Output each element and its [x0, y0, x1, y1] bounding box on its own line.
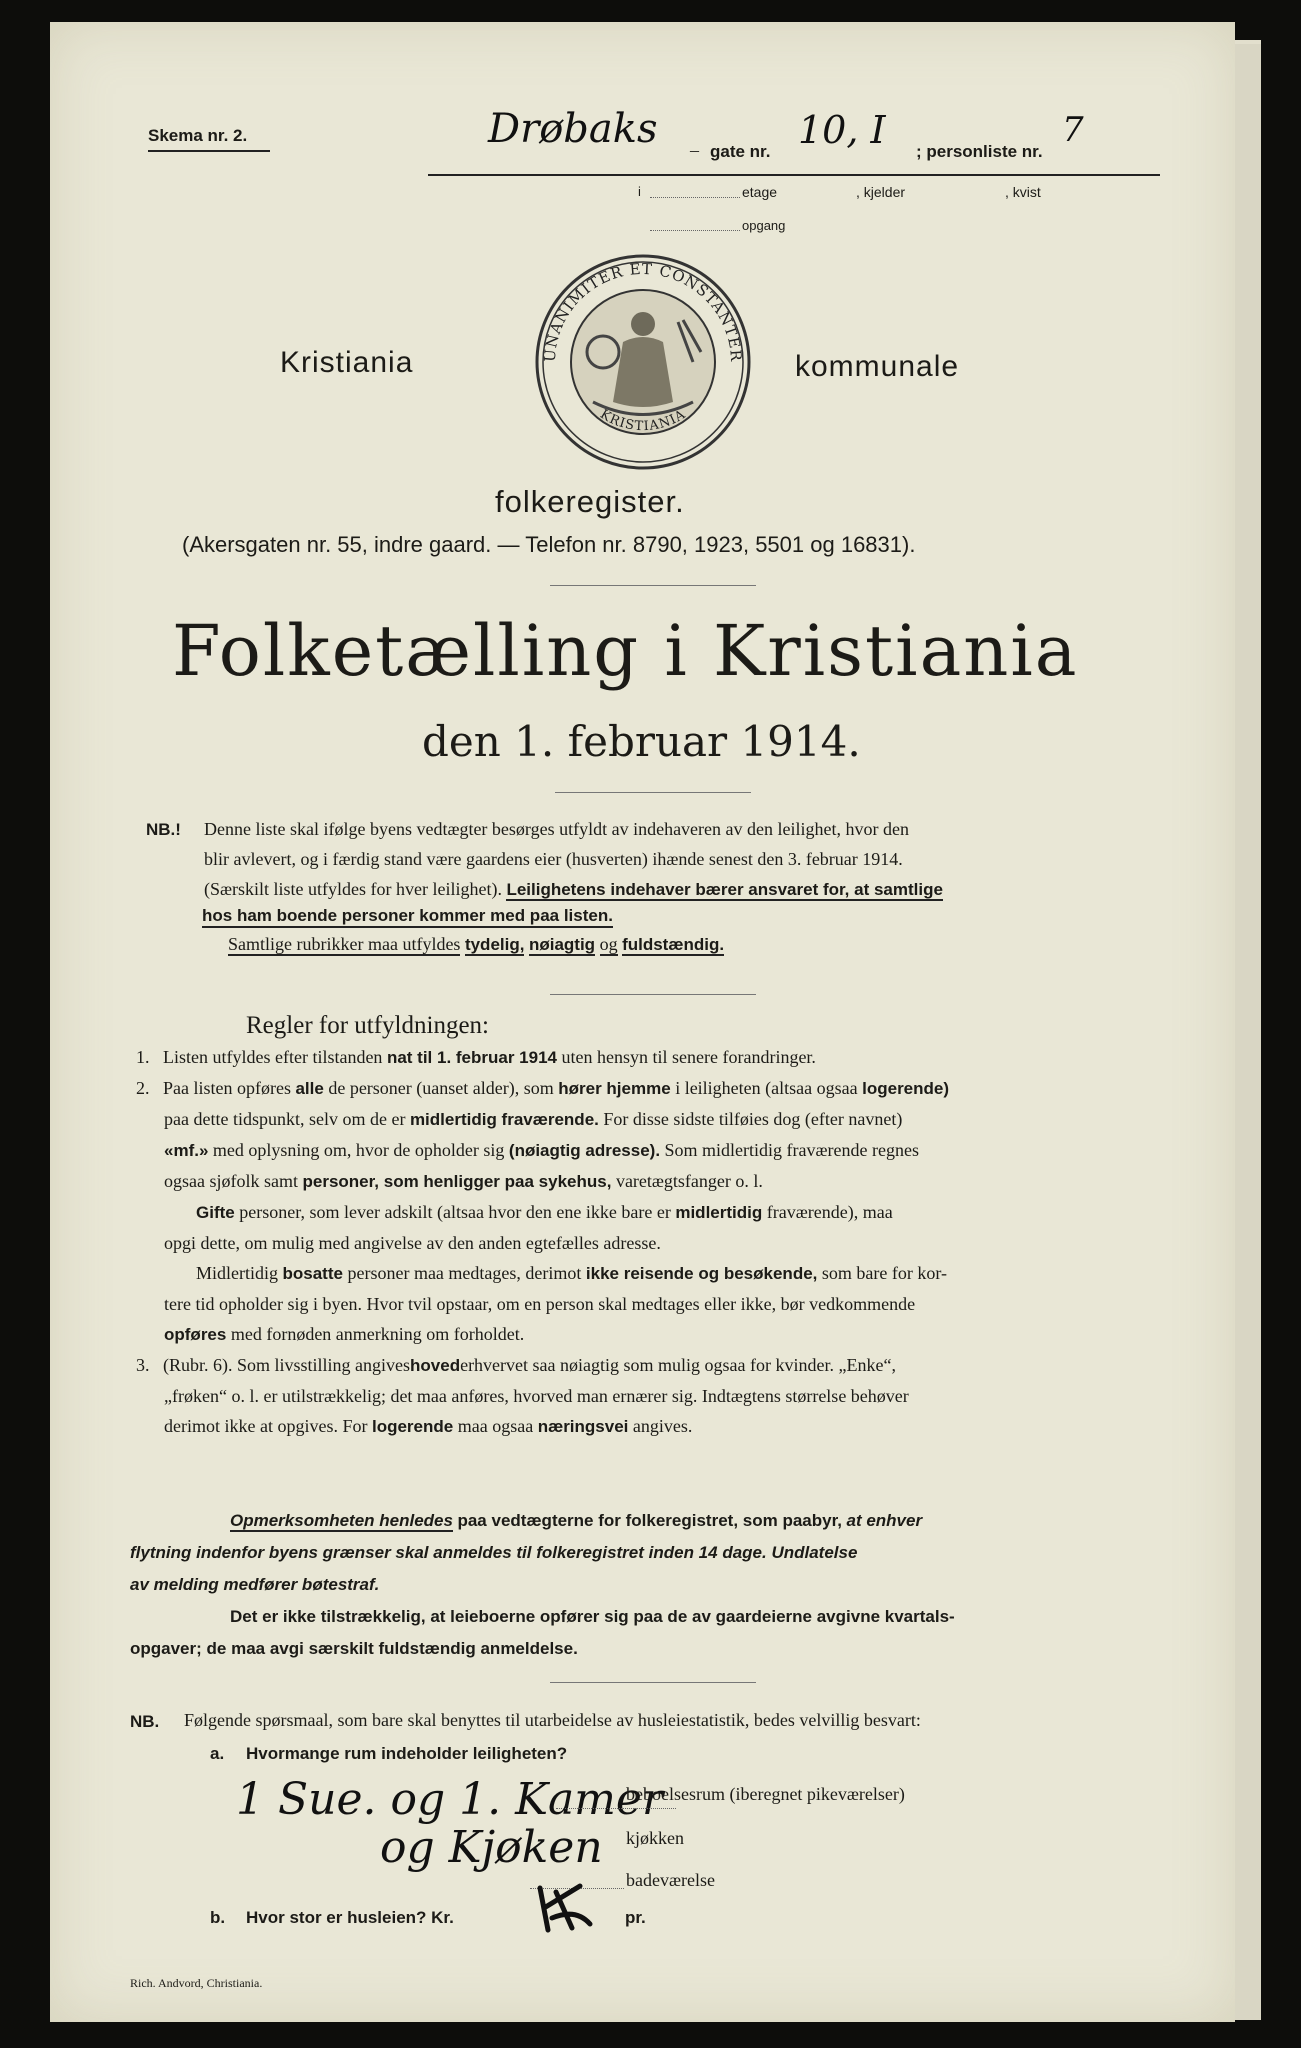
date-title: den 1. februar 1914.: [422, 717, 861, 766]
printer-footer: Rich. Andvord, Christiania.: [130, 1976, 263, 1990]
rule-emphasis: logerende: [371, 1417, 454, 1436]
rule-text: som bare for kor-: [821, 1263, 947, 1283]
qb-label: b.: [210, 1908, 226, 1927]
rule-emphasis: midlertidig: [675, 1203, 763, 1222]
option-beboelsesrum: beboelsesrum (iberegnet pikeværelser): [626, 1784, 905, 1804]
rule-line: [136, 1258, 1156, 1289]
answer-dots: [556, 1808, 676, 1809]
rule-emphasis: Gifte: [196, 1203, 235, 1222]
skema-label: Skema nr. 2.: [148, 126, 248, 145]
rule-text: uten hensyn til senere forandringer.: [561, 1047, 816, 1067]
rule-number: 2.: [136, 1078, 150, 1098]
kjelder-label: , kjelder: [856, 184, 906, 200]
rule-emphasis: «mf.»: [164, 1141, 209, 1160]
rule-item: [136, 1073, 1156, 1104]
rule-line: [136, 1197, 1156, 1228]
rule-text: erhvervet saa nøiagtig som mulig ogsaa for kvinder. „Enke“,: [460, 1355, 896, 1375]
address-baseline: [428, 174, 1160, 176]
notice-block: [130, 1504, 1150, 1665]
rule-emphasis: bosatte: [282, 1264, 343, 1283]
notice-line: [130, 1504, 1150, 1537]
rule-line: „frøken“ o. l. er utilstrækkelig; det maa anføres, hvorved man ernærer sig. Indtægtens størrelse behøver: [164, 1386, 909, 1406]
rule-line: [136, 1135, 1156, 1166]
rule-text: fraværende), maa: [766, 1202, 893, 1222]
folkeregister-word: folkeregister.: [495, 484, 685, 519]
nb1-text: (Særskilt liste utfyldes for hver leilighet).: [204, 879, 502, 899]
rule-item: [136, 1350, 1156, 1381]
etage-prefix: i: [638, 184, 641, 199]
rule-text: med fornøden anmerkning om forholdet.: [230, 1324, 525, 1344]
rule-text: derimot ikke at opgives. For: [164, 1416, 368, 1436]
rule-text: personer, som lever adskilt (altsaa hvor den ene ikke bare er: [239, 1202, 671, 1222]
divider: [550, 1682, 756, 1683]
notice-text: paa vedtægterne for folkeregistret, som paabyr,: [457, 1511, 842, 1530]
divider: [550, 994, 756, 995]
rule-emphasis: midlertidig fraværende.: [409, 1110, 599, 1129]
rules-list: [136, 1042, 1156, 1442]
notice-emphasis: at enhver: [846, 1511, 923, 1530]
kommunale-word: kommunale: [795, 350, 960, 383]
qa-label: a.: [210, 1744, 225, 1763]
nb1-label: NB.!: [146, 820, 181, 839]
rule-item: [136, 1042, 1156, 1073]
nb1-emphasis: tydelig,: [464, 935, 525, 954]
dash: –: [690, 140, 699, 160]
rule-text: i leiligheten (altsaa ogsaa: [675, 1078, 858, 1098]
etage-label: etage: [742, 184, 778, 200]
rule-emphasis: hører hjemme: [558, 1079, 671, 1098]
rule-emphasis: logerende): [862, 1079, 950, 1098]
street-handwritten: Drøbaks: [488, 106, 658, 152]
rule-text: Listen utfyldes efter tilstanden: [163, 1047, 383, 1067]
rule-text: varetægtsfanger o. l.: [615, 1171, 763, 1191]
rule-text: med oplysning om, hvor de opholder sig: [212, 1140, 505, 1160]
rule-line: [136, 1319, 1156, 1350]
answer-handwritten-kitchen: og Kjøken: [380, 1822, 603, 1873]
rule-text: paa dette tidspunkt, selv om de er: [164, 1109, 406, 1129]
rule-line: opgi dette, om mulig med angivelse av den anden egtefælles adresse.: [164, 1233, 661, 1253]
qb-text: Hvor stor er husleien? Kr.: [246, 1908, 454, 1927]
personliste-label: ; personliste nr.: [916, 142, 1043, 161]
nb1-paragraph: [204, 814, 1154, 905]
seal-ring-text: UNANIMITER ET CONSTANTER: [540, 259, 746, 363]
opgang-dots: [650, 230, 740, 231]
etage-dots: [650, 197, 740, 198]
rule-text: maa ogsaa: [457, 1416, 534, 1436]
rules-heading: Regler for utfyldningen:: [246, 1012, 489, 1039]
main-title: Folketælling i Kristiania: [172, 610, 1079, 692]
option-badevaerelse: badeværelse: [626, 1870, 715, 1890]
divider: [550, 585, 756, 586]
nb1-line: blir avlevert, og i færdig stand være gaardens eier (husverten) ihænde senest den 3. februar 1914.: [204, 849, 903, 869]
rule-text: de personer (uanset alder), som: [328, 1078, 554, 1098]
qb-per: pr.: [625, 1908, 646, 1927]
rule-text: Som midlertidig fraværende regnes: [664, 1140, 919, 1160]
rule-number: 1.: [136, 1047, 150, 1067]
nb1-emphasis: fuldstændig.: [622, 935, 725, 954]
rent-scribble-icon: [530, 1878, 600, 1938]
nb1-emphasis: hos ham boende personer kommer med paa listen.: [202, 906, 613, 928]
gate-nr-handwritten: 10, I: [798, 108, 886, 152]
rule-emphasis: personer, som henligger paa sykehus,: [302, 1172, 612, 1191]
rule-emphasis: næringsvei: [537, 1417, 629, 1436]
address-line: (Akersgaten nr. 55, indre gaard. — Telefon nr. 8790, 1923, 5501 og 16831).: [182, 532, 916, 557]
notice-emphasis: Opmerksomheten henledes: [230, 1511, 453, 1530]
nb1-line: Denne liste skal ifølge byens vedtægter besørges utfyldt av indehaveren av den leilighet, hvor den: [204, 819, 909, 839]
rule-text: Midlertidig: [196, 1263, 278, 1283]
nb1-line: [204, 874, 1154, 905]
qa-text: Hvormange rum indeholder leiligheten?: [246, 1744, 568, 1763]
skema-underline: [148, 150, 270, 152]
nb2-line: Følgende spørsmaal, som bare skal benyttes til utarbeidelse av husleiestatistik, bedes velvillig besvart:: [184, 1710, 921, 1730]
nb1-text: Samtlige rubrikker maa utfyldes: [228, 934, 461, 954]
rule-text: For disse sidste tilføies dog (efter navnet): [603, 1109, 903, 1129]
kristiania-seal-icon: [533, 252, 753, 472]
rule-text: (Rubr. 6). Som livsstilling angives: [163, 1355, 411, 1375]
opgang-label: opgang: [742, 218, 786, 233]
nb1-line: [228, 934, 724, 955]
answer-handwritten-rooms: 1 Sue. og 1. Kamer: [236, 1774, 663, 1825]
rule-text: ogsaa sjøfolk samt: [164, 1171, 298, 1191]
rule-emphasis: alle: [295, 1079, 324, 1098]
rule-emphasis: ikke reisende og besøkende,: [585, 1264, 818, 1283]
divider: [555, 792, 751, 793]
rule-line: tere tid opholder sig i byen. Hvor tvil opstaar, om en person skal medtages eller ikke, bør vedkommende: [164, 1294, 916, 1314]
option-kjokken: kjøkken: [626, 1828, 684, 1848]
nb1-text: og: [599, 934, 618, 954]
notice-line: av melding medfører bøtestraf.: [130, 1575, 380, 1594]
rule-text: personer maa medtages, derimot: [347, 1263, 582, 1283]
nb1-emphasis: Leilighetens indehaver bærer ansvaret for, at samtlige: [506, 880, 943, 899]
kristiania-word: Kristiania: [280, 346, 414, 379]
rule-line: [136, 1166, 1156, 1197]
gate-nr-label: gate nr.: [710, 142, 771, 161]
notice-line: opgaver; de maa avgi særskilt fuldstændig anmeldelse.: [130, 1639, 578, 1658]
notice-line: Det er ikke tilstrækkelig, at leieboerne opfører sig paa de av gaardeierne avgivne kvartals-: [230, 1607, 955, 1626]
rule-emphasis: (nøiagtig adresse).: [508, 1141, 661, 1160]
rule-line: [136, 1411, 1156, 1442]
census-form-page: [50, 22, 1235, 2022]
rule-number: 3.: [136, 1355, 150, 1375]
rule-line: [136, 1104, 1156, 1135]
nb1-emphasis: nøiagtig: [528, 935, 596, 954]
rule-emphasis: opføres: [164, 1325, 227, 1344]
personliste-handwritten: 7: [1062, 110, 1084, 150]
rule-text: angives.: [632, 1416, 693, 1436]
seal-bottom-text: KRISTIANIA: [597, 406, 689, 435]
rule-text: Paa listen opføres: [163, 1078, 291, 1098]
rule-emphasis: nat til 1. februar 1914: [386, 1048, 558, 1067]
notice-line: flytning indenfor byens grænser skal anmeldes til folkeregistret inden 14 dage. Undlatelse: [130, 1543, 858, 1562]
rule-emphasis: hoved: [410, 1356, 461, 1375]
kvist-label: , kvist: [1005, 184, 1041, 200]
nb2-label: NB.: [130, 1712, 160, 1731]
